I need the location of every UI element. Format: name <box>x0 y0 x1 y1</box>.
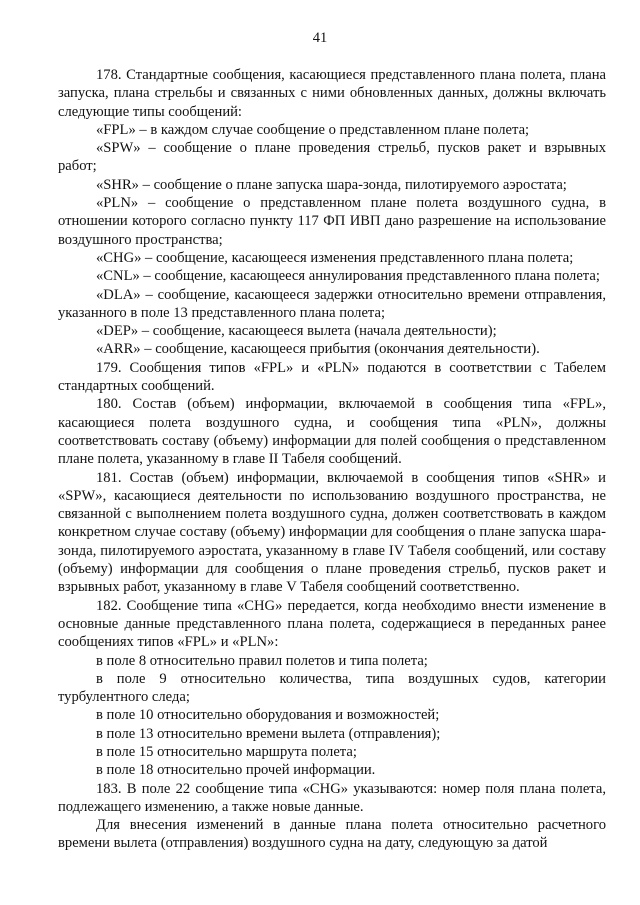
list-item-arr: «ARR» – сообщение, касающееся прибытия (окончания деятельности). <box>96 341 540 358</box>
list-item-field-15: в поле 15 относительно маршрута полета; <box>96 743 357 760</box>
list-item-field-9: в поле 9 относительно количества, типа воздушных судов, категории турбулентного следа; <box>58 670 606 706</box>
list-item-dla: «DLA» – сообщение, касающееся задержки относительно времени отправления, указанного в поле 13 представленного плана полета; <box>58 286 606 321</box>
list-item-cnl: «CNL» – сообщение, касающееся аннулирования представленного плана полета; <box>96 268 600 285</box>
paragraph-183: 183. В поле 22 сообщение типа «CHG» указываются: номер поля плана полета, подлежащего изменению, а также новые данные. <box>58 780 606 815</box>
list-item-dep: «DEP» – сообщение, касающееся вылета (начала деятельности); <box>96 323 497 340</box>
paragraph-183-continued: Для внесения изменений в данные плана полета относительно расчетного времени вылета (отправления) воздушного судна на дату, следующую за датой <box>58 817 606 852</box>
list-item-shr: «SHR» – сообщение о плане запуска шара-зонда, пилотируемого аэростата; <box>96 176 567 193</box>
document-body <box>58 66 606 853</box>
list-item-field-18: в поле 18 относительно прочей информации. <box>96 762 376 779</box>
paragraph-181: 181. Состав (объем) информации, включаемой в сообщения типов «SHR» и «SPW», касающиеся деятельности по использованию воздушного пространства, не связанной с выполнением полета воздушного судна, должен соответствовать в каждом конкретном случае составу (объему) информации для сообщения о плане запуска шара-зонда, пилотируемого аэростата, указанному в главе IV Табеля сообщений, или составу (объему) информации для сообщения о плане проведения стрельб, пусков ракет и взрывных работ, указанному в главе V Табеля сообщений соответственно. <box>58 469 606 596</box>
list-item-field-10: в поле 10 относительно оборудования и возможностей; <box>96 707 440 724</box>
list-item-pln: «PLN» – сообщение о представленном плане полета воздушного судна, в отношении которого согласно пункту 117 ФП ИВП дано разрешение на использование воздушного пространства; <box>58 195 606 248</box>
paragraph-179: 179. Сообщения типов «FPL» и «PLN» подаются в соответствии с Табелем стандартных сообщений. <box>58 359 606 395</box>
paragraph-180: 180. Состав (объем) информации, включаемой в сообщения типа «FPL», касающиеся полета воздушного судна, и сообщения типа «PLN», должны соответствовать составу (объему) информации для полей сообщения о представленном плане полета, указанному в главе II Табеля сообщений. <box>58 396 606 468</box>
list-item-field-8: в поле 8 относительно правил полетов и типа полета; <box>96 652 428 669</box>
list-item-chg: «CHG» – сообщение, касающееся изменения представленного плана полета; <box>96 249 574 266</box>
list-item-spw: «SPW» – сообщение о плане проведения стрельб, пусков ракет и взрывных работ; <box>58 140 606 175</box>
list-item-fpl: «FPL» – в каждом случае сообщение о представленном плане полета; <box>96 121 530 138</box>
paragraph-182: 182. Сообщение типа «CHG» передается, когда необходимо внести изменение в основные данные представленного плана полета, содержащиеся в переданных ранее сообщениях типов «FPL» и «PLN»: <box>58 597 606 651</box>
paragraph-178-intro: 178. Стандартные сообщения, касающиеся представленного плана полета, плана запуска, плана стрельбы и связанных с ними обновленных данных, должны включать следующие типы сообщений: <box>58 67 606 120</box>
list-item-field-13: в поле 13 относительно времени вылета (отправления); <box>96 725 441 742</box>
page-number: 41 <box>312 30 328 46</box>
